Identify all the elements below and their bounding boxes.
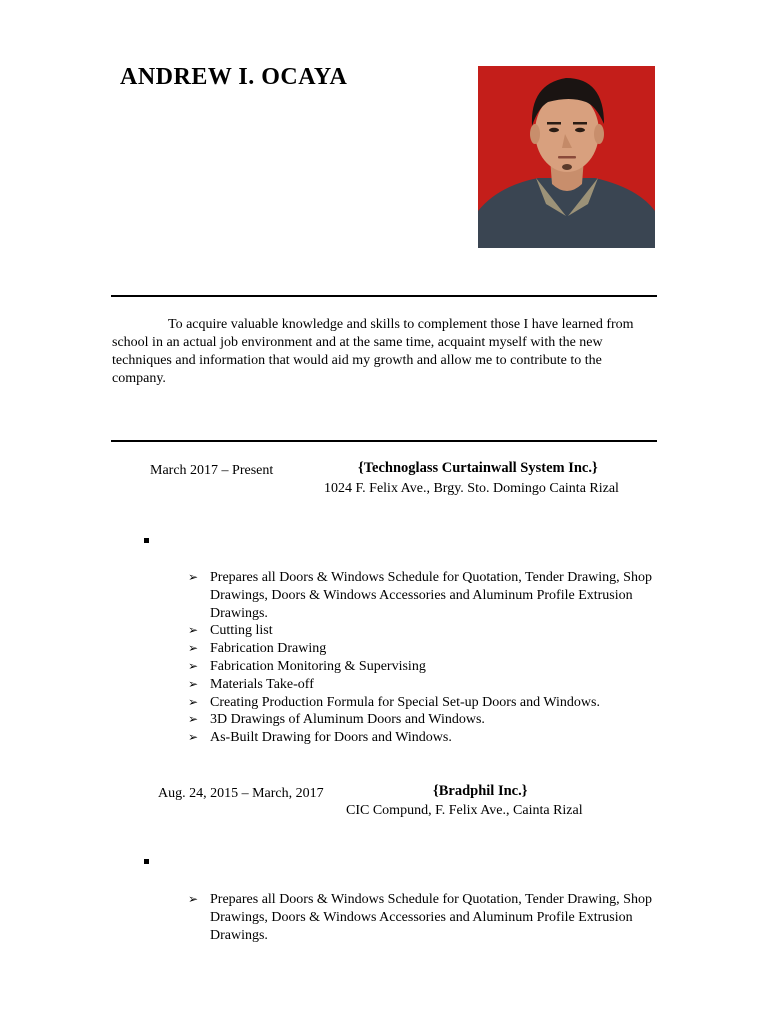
list-item: ➢ 3D Drawings of Aluminum Doors and Windows. xyxy=(188,712,485,728)
list-item: ➢ As-Built Drawing for Doors and Windows. xyxy=(188,730,452,746)
list-item: ➢ Fabrication Monitoring & Supervising xyxy=(188,658,426,674)
list-item: ➢ Prepares all Doors & Windows Schedule for Quotation, Tender Drawing, Shop Drawings, Doors & Windows Accessories and Aluminum Profile Extrusion Drawings. xyxy=(188,570,652,621)
arrow-bullet-icon: ➢ xyxy=(188,570,199,584)
square-bullet-icon xyxy=(144,859,149,864)
job-address: 1024 F. Felix Ave., Brgy. Sto. Domingo Cainta Rizal xyxy=(324,481,619,496)
arrow-bullet-icon: ➢ xyxy=(188,712,199,727)
list-item: ➢ Fabrication Drawing xyxy=(188,641,327,657)
square-bullet-icon xyxy=(144,538,149,543)
portrait-illustration xyxy=(478,66,655,248)
job-duties-list xyxy=(188,569,668,747)
arrow-bullet-icon: ➢ xyxy=(188,730,199,745)
list-item: ➢ Prepares all Doors & Windows Schedule for Quotation, Tender Drawing, Shop Drawings, Doors & Windows Accessories and Aluminum Profile Extrusion Drawings. xyxy=(188,892,652,943)
job-period: Aug. 24, 2015 – March, 2017 xyxy=(158,786,324,801)
job-duties-list xyxy=(188,891,668,944)
arrow-bullet-icon: ➢ xyxy=(188,892,199,906)
arrow-bullet-icon: ➢ xyxy=(188,641,199,656)
job-company: {Bradphil Inc.} xyxy=(433,783,528,799)
arrow-bullet-icon: ➢ xyxy=(188,694,199,709)
arrow-bullet-icon: ➢ xyxy=(188,676,199,691)
applicant-name: ANDREW I. OCAYA xyxy=(120,64,348,90)
arrow-bullet-icon: ➢ xyxy=(188,658,199,673)
section-divider-experience xyxy=(111,440,657,442)
job-period: March 2017 – Present xyxy=(150,463,274,478)
objective-text: To acquire valuable knowledge and skills to complement those I have learned from school in an actual job environment and at the same time, acquaint myself with the new techniques and information that would aid my growth and allow me to contribute to the company. xyxy=(112,317,634,386)
section-divider-top xyxy=(111,295,657,297)
job-company: {Technoglass Curtainwall System Inc.} xyxy=(358,460,598,476)
profile-photo xyxy=(478,66,655,248)
list-item: ➢ Creating Production Formula for Special Set-up Doors and Windows. xyxy=(188,694,600,710)
list-item: ➢ Materials Take-off xyxy=(188,676,314,692)
objective-paragraph xyxy=(112,316,657,388)
job-address: CIC Compund, F. Felix Ave., Cainta Rizal xyxy=(346,803,583,818)
list-item: ➢ Cutting list xyxy=(188,623,273,639)
arrow-bullet-icon: ➢ xyxy=(188,623,199,638)
